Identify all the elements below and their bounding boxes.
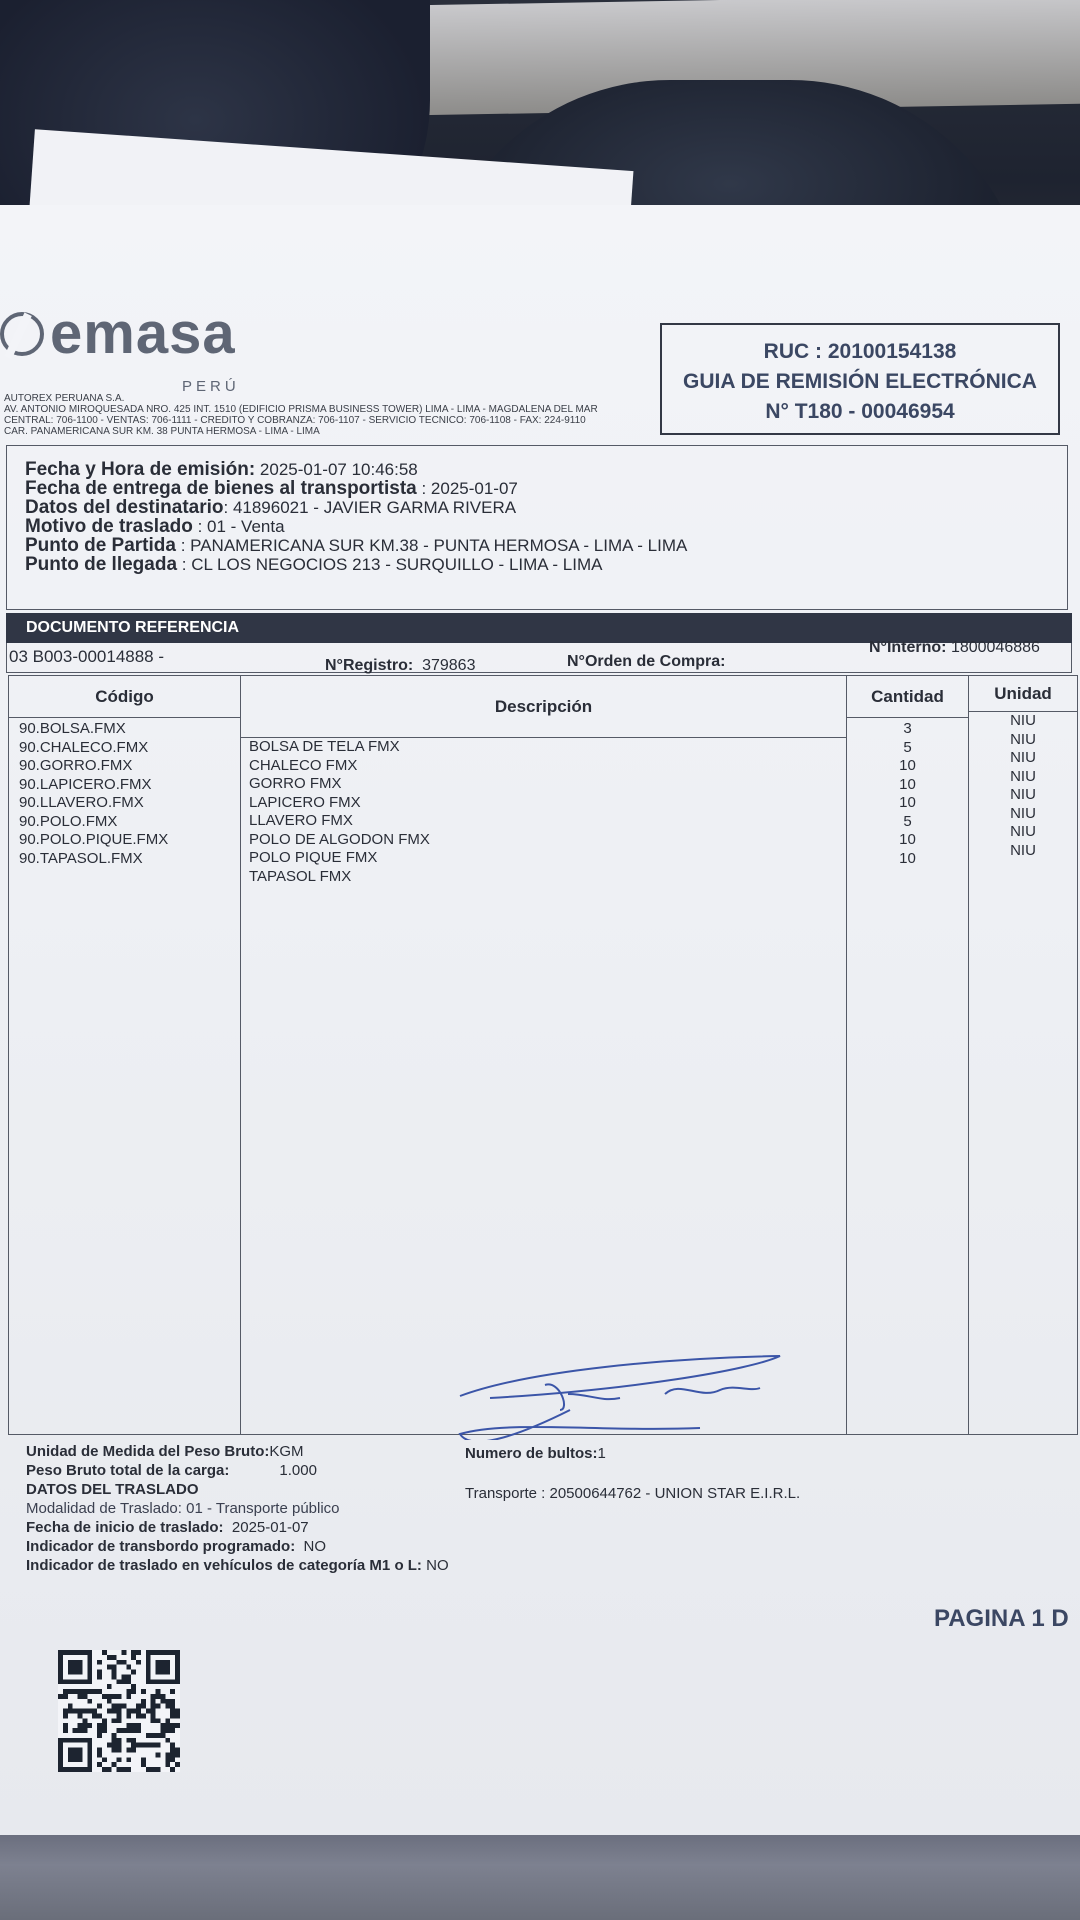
brand-country: PERÚ bbox=[182, 378, 240, 395]
unidad-header: Unidad bbox=[969, 676, 1077, 712]
company-address bbox=[4, 393, 598, 437]
footer-details bbox=[26, 1442, 449, 1575]
descripcion-cell: TAPASOL FMX bbox=[249, 867, 352, 885]
unidad-cell: NIU bbox=[1010, 823, 1036, 840]
descripcion-cell: GORRO FMX bbox=[249, 775, 342, 792]
codigo-list bbox=[9, 720, 240, 868]
cantidad-cell: 3 bbox=[903, 720, 912, 737]
descripcion-header: Descripción bbox=[241, 676, 846, 738]
company-logo bbox=[0, 300, 236, 367]
documento-referencia-header: DOCUMENTO REFERENCIA bbox=[6, 613, 1072, 643]
page-number: PAGINA 1 D bbox=[934, 1605, 1069, 1632]
cantidad-cell: 5 bbox=[903, 738, 912, 756]
address-line: CAR. PANAMERICANA SUR KM. 38 PUNTA HERMOSA - LIMA - LIMA bbox=[4, 426, 320, 437]
motivo-row: Motivo de traslado : 01 - Venta bbox=[25, 516, 285, 537]
handwritten-signature bbox=[450, 1350, 790, 1440]
unidad-column bbox=[969, 676, 1077, 1434]
llegada-row: Punto de llegada : CL LOS NEGOCIOS 213 - SURQUILLO - LIMA - LIMA bbox=[25, 554, 603, 575]
unidad-cell: NIU bbox=[1010, 841, 1036, 859]
descripcion-cell: LLAVERO FMX bbox=[249, 812, 353, 829]
guia-remision-document bbox=[0, 205, 1080, 1835]
orden-compra: N°Orden de Compra: bbox=[567, 653, 726, 670]
codigo-cell: 90.LLAVERO.FMX bbox=[19, 794, 144, 811]
cantidad-column bbox=[847, 676, 969, 1434]
address-line: AUTOREX PERUANA S.A. bbox=[4, 393, 125, 404]
bultos: Numero de bultos:1 bbox=[465, 1445, 606, 1462]
cantidad-cell: 10 bbox=[899, 831, 916, 848]
codigo-cell: 90.GORRO.FMX bbox=[19, 757, 133, 774]
unidad-list bbox=[969, 712, 1077, 860]
codigo-cell: 90.POLO.FMX bbox=[19, 812, 118, 830]
document-number: N° T180 - 00046954 bbox=[765, 400, 955, 423]
ruc-box bbox=[660, 323, 1060, 435]
shipment-info bbox=[6, 445, 1068, 610]
numero-interno: N°Interno: 1800046886 bbox=[869, 639, 1040, 656]
unidad-cell: NIU bbox=[1010, 804, 1036, 822]
brand-name: emasa bbox=[50, 301, 236, 366]
ruc-number: RUC : 20100154138 bbox=[763, 340, 957, 363]
descripcion-cell: LAPICERO FMX bbox=[249, 793, 361, 811]
codigo-cell: 90.LAPICERO.FMX bbox=[19, 775, 152, 793]
cantidad-cell: 10 bbox=[899, 849, 916, 867]
inicio-row: Fecha de inicio de traslado: 2025-01-07 bbox=[26, 1519, 309, 1536]
cantidad-list bbox=[847, 720, 968, 868]
m1l-row: Indicador de traslado en vehículos de categoría M1 o L: NO bbox=[26, 1557, 449, 1574]
cantidad-cell: 10 bbox=[899, 775, 916, 793]
cantidad-cell: 10 bbox=[899, 757, 916, 774]
cantidad-cell: 10 bbox=[899, 794, 916, 811]
emision-row: Fecha y Hora de emisión: 2025-01-07 10:46:58 bbox=[25, 459, 418, 480]
descripcion-cell: BOLSA DE TELA FMX bbox=[249, 738, 400, 755]
descripcion-column bbox=[241, 676, 847, 1434]
unidad-cell: NIU bbox=[1010, 712, 1036, 729]
codigo-column bbox=[9, 676, 241, 1434]
destinatario-row: Datos del destinatario: 41896021 - JAVIER GARMA RIVERA bbox=[25, 497, 517, 518]
document-type: GUIA DE REMISIÓN ELECTRÓNICA bbox=[683, 370, 1037, 393]
cantidad-cell: 5 bbox=[903, 812, 912, 830]
peso-bruto-row: Peso Bruto total de la carga: 1.000 bbox=[26, 1462, 317, 1479]
referencia-row bbox=[6, 639, 1072, 674]
unidad-cell: NIU bbox=[1010, 749, 1036, 766]
modalidad-row: Modalidad de Traslado: 01 - Transporte público bbox=[26, 1500, 340, 1517]
codigo-cell: 90.CHALECO.FMX bbox=[19, 738, 149, 756]
registro: N°Registro: 379863 bbox=[325, 657, 476, 674]
descripcion-cell: CHALECO FMX bbox=[249, 756, 358, 774]
partida-row: Punto de Partida : PANAMERICANA SUR KM.38 - PUNTA HERMOSA - LIMA - LIMA bbox=[25, 535, 688, 556]
traslado-title: DATOS DEL TRASLADO bbox=[26, 1481, 199, 1498]
address-line: AV. ANTONIO MIROQUESADA NRO. 425 INT. 1510 (EDIFICIO PRISMA BUSINESS TOWER) LIMA - LIMA - MAGDALENA DEL MAR bbox=[4, 404, 598, 415]
cantidad-header: Cantidad bbox=[847, 676, 968, 718]
unidad-peso-row: Unidad de Medida del Peso Bruto:KGM bbox=[26, 1443, 304, 1460]
codigo-cell: 90.TAPASOL.FMX bbox=[19, 849, 143, 867]
descripcion-cell: POLO PIQUE FMX bbox=[249, 849, 378, 866]
codigo-cell: 90.BOLSA.FMX bbox=[19, 720, 126, 737]
address-line: CENTRAL: 706-1100 - VENTAS: 706-1111 - CREDITO Y COBRANZA: 706-1107 - SERVICIO TECNICO: 706-1108 - FAX: 224-9110 bbox=[4, 415, 586, 426]
unidad-cell: NIU bbox=[1010, 786, 1036, 803]
codigo-cell: 90.POLO.PIQUE.FMX bbox=[19, 831, 169, 848]
qr-code-icon bbox=[58, 1650, 180, 1772]
entrega-row: Fecha de entrega de bienes al transportista : 2025-01-07 bbox=[25, 478, 518, 499]
transbordo-row: Indicador de transbordo programado: NO bbox=[26, 1538, 327, 1555]
transporte: Transporte : 20500644762 - UNION STAR E.I.R.L. bbox=[465, 1485, 801, 1502]
descripcion-cell: POLO DE ALGODON FMX bbox=[249, 830, 430, 848]
items-table bbox=[8, 675, 1078, 1435]
referencia-doc: 03 B003-00014888 - bbox=[9, 647, 165, 666]
descripcion-list bbox=[241, 738, 846, 886]
unidad-cell: NIU bbox=[1010, 730, 1036, 748]
codigo-header: Código bbox=[9, 676, 240, 718]
emasa-logo-icon bbox=[0, 312, 44, 356]
unidad-cell: NIU bbox=[1010, 767, 1036, 785]
